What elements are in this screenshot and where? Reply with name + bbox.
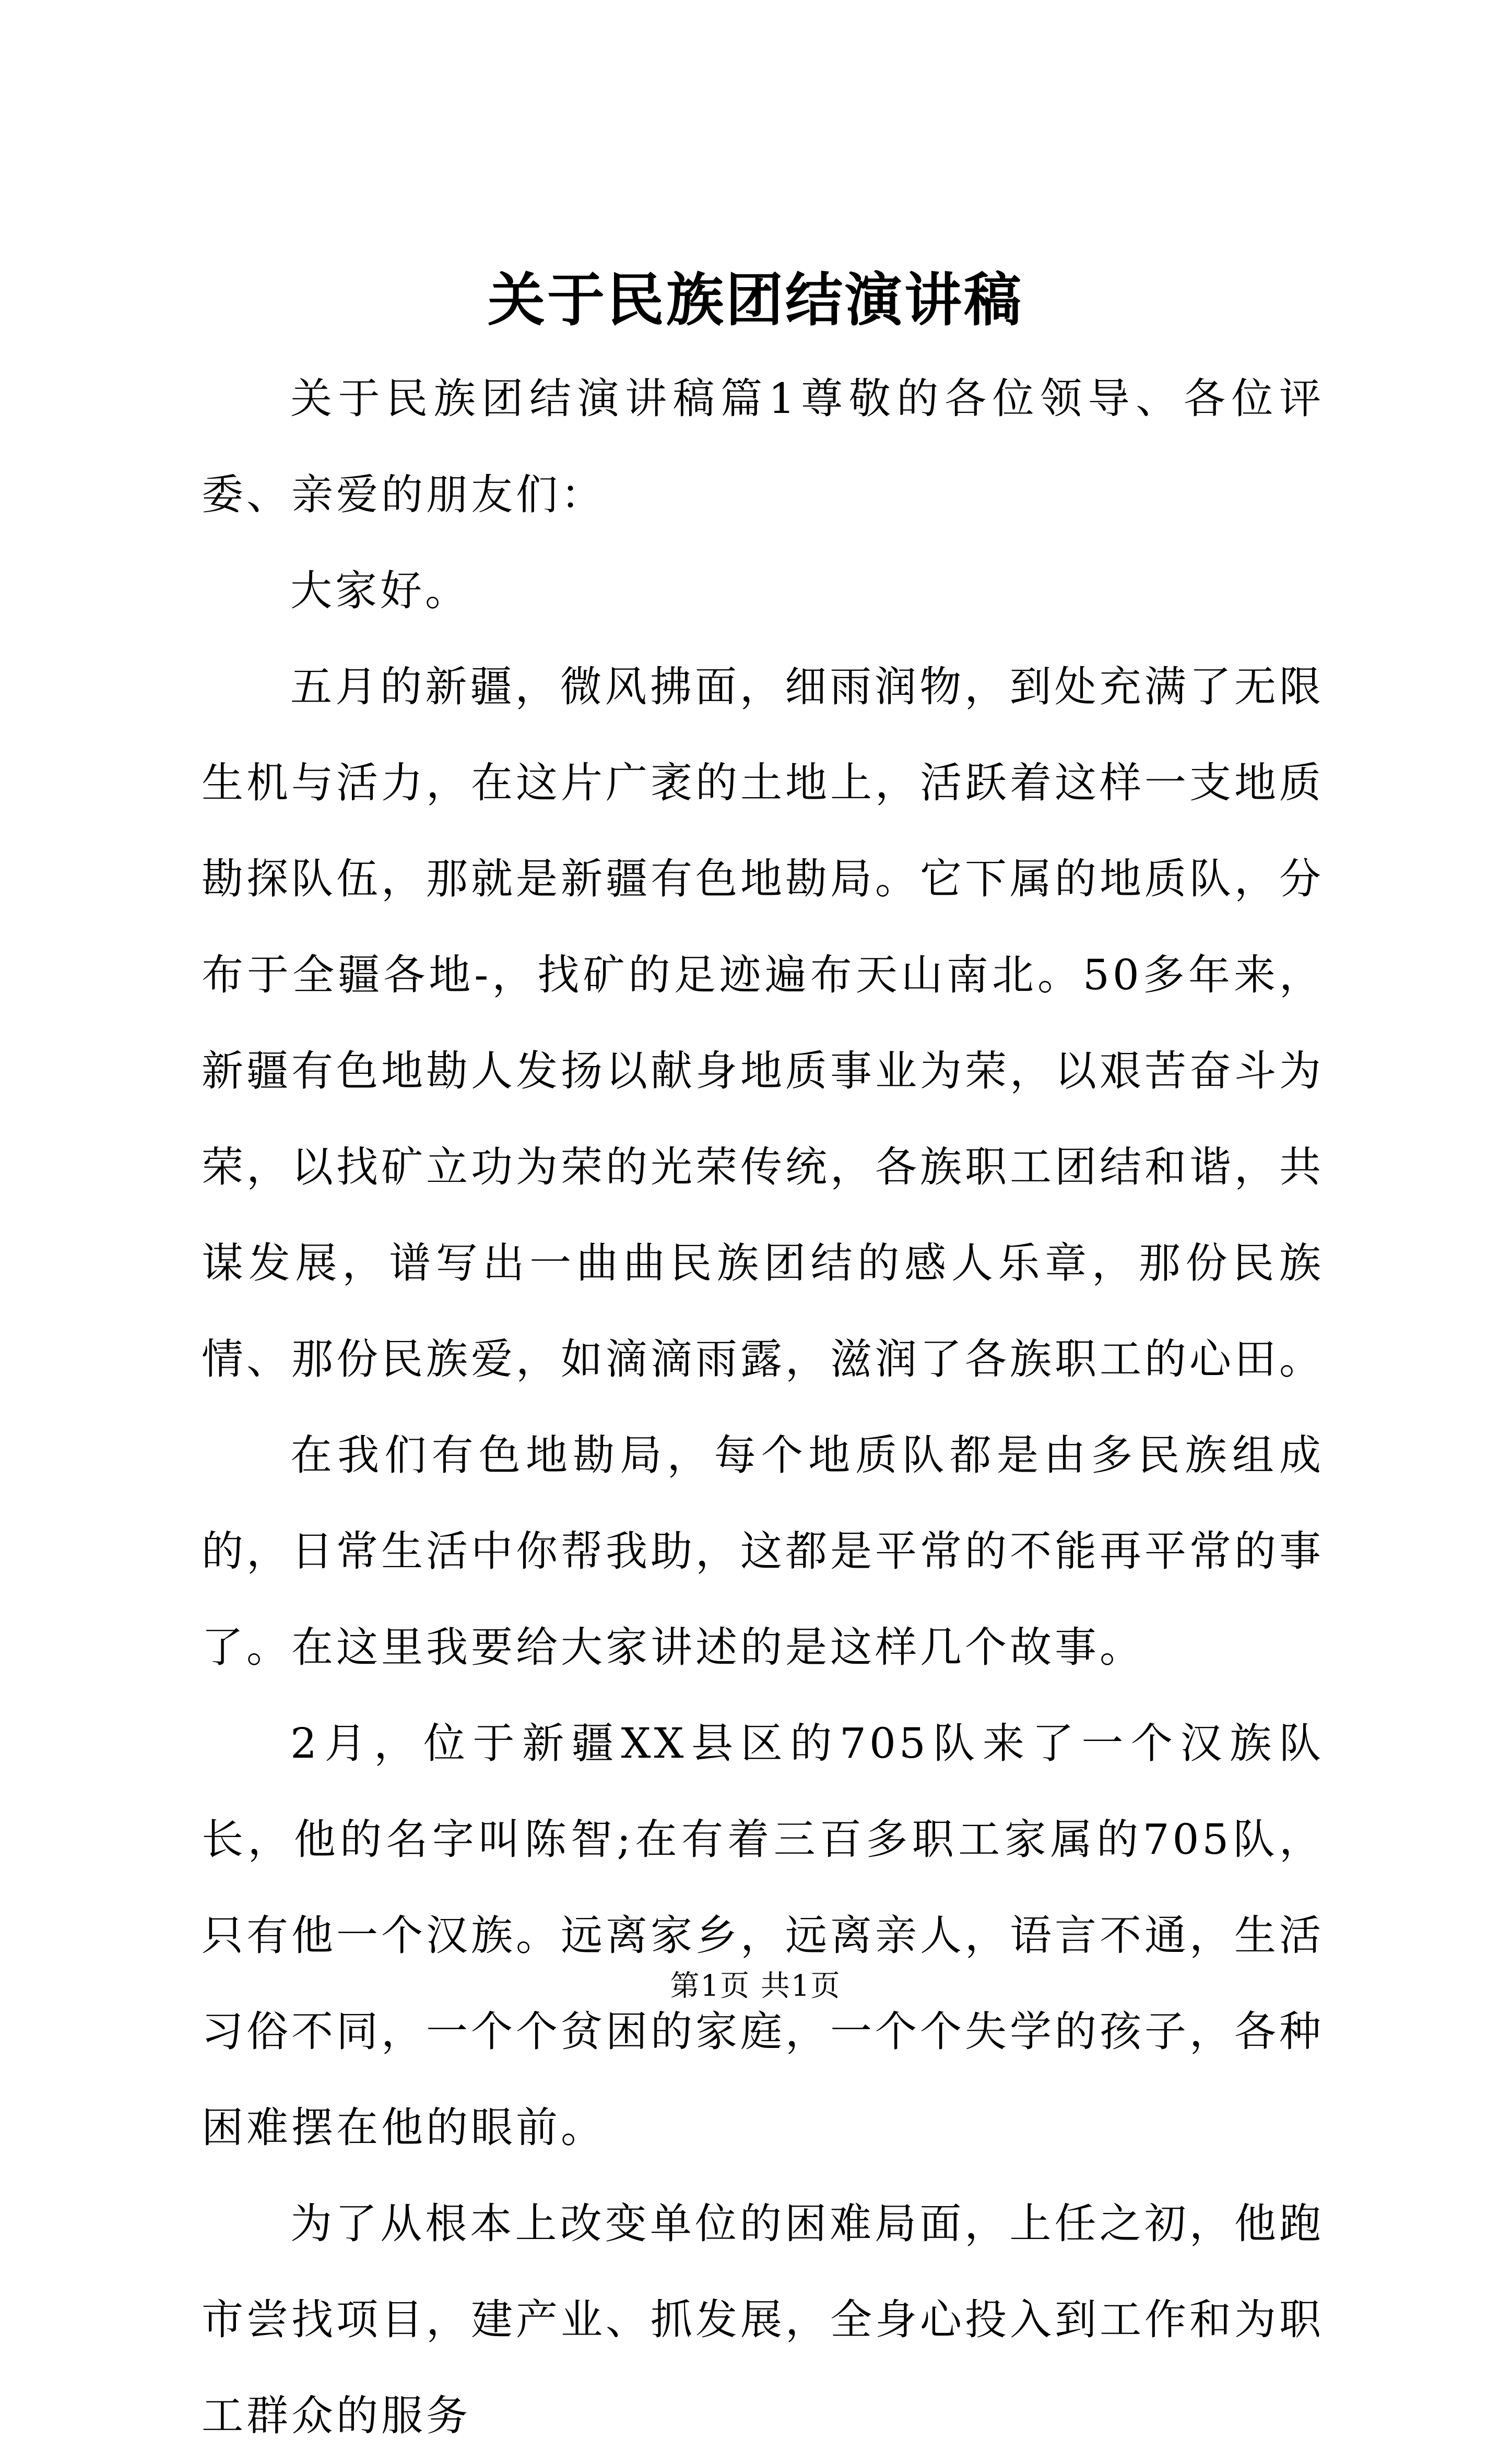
document-body	[202, 351, 1324, 2464]
paragraph: 关于民族团结演讲稿篇1尊敬的各位领导、各位评委、亲爱的朋友们：	[202, 374, 1324, 519]
page-number-footer: 第1页 共1页	[670, 1969, 841, 2003]
paragraph: 2月，位于新疆XX县区的705队来了一个汉族队长，他的名字叫陈智;在有着三百多职工家属的705队，只有他一个汉族。远离家乡，远离亲人，语言不通，生活习俗不同，一个个贫困的家庭，一个个失学的孩子，各种困难摆在他的眼前。	[202, 1719, 1324, 2152]
paragraph: 在我们有色地勘局，每个地质队都是由多民族组成的，日常生活中你帮我助，这都是平常的不能再平常的事了。在这里我要给大家讲述的是这样几个故事。	[202, 1431, 1324, 1672]
paragraph: 为了从根本上改变单位的困难局面，上任之初，他跑市尝找项目，建产业、抓发展，全身心投入到工作和为职工群众的服务	[202, 2199, 1324, 2440]
paragraph: 大家好。	[290, 566, 470, 615]
document-title: 关于民族团结演讲稿	[488, 266, 1023, 334]
paragraph: 五月的新疆，微风拂面，细雨润物，到处充满了无限生机与活力，在这片广袤的土地上，活跃着这样一支地质勘探队伍，那就是新疆有色地勘局。它下属的地质队，分布于全疆各地-，找矿的足迹遍布天山南北。50多年来，新疆有色地勘人发扬以献身地质事业为荣，以艰苦奋斗为荣，以找矿立功为荣的光荣传统，各族职工团结和谐，共谋发展，谱写出一曲曲民族团结的感人乐章，那份民族情、那份民族爱，如滴滴雨露，滋润了各族职工的心田。	[202, 662, 1324, 1383]
